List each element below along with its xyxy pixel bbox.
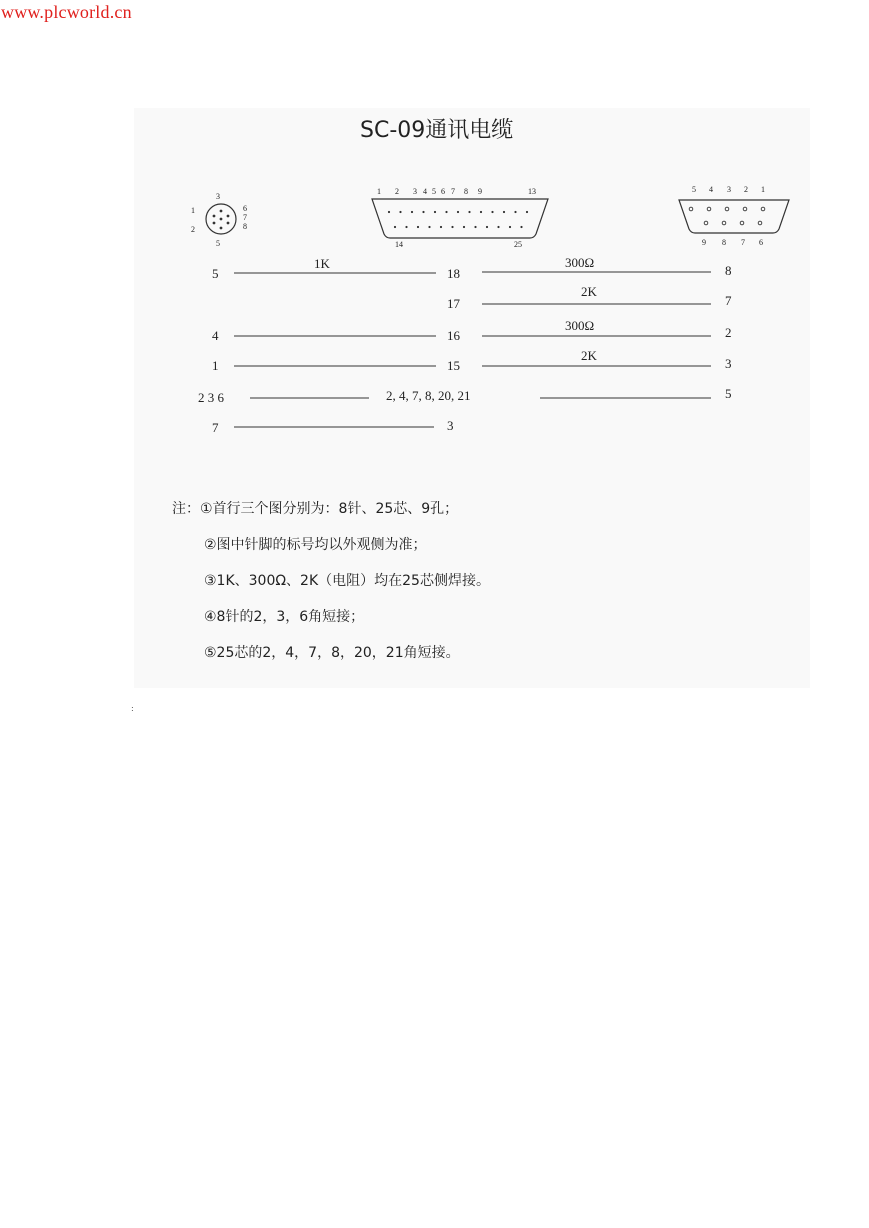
din8-pin-dot [220,218,223,221]
din8-pin-label: 3 [216,192,220,201]
din8-pin-label: 6 [243,204,247,213]
resistor-label: 1K [314,256,330,271]
db25-pin-dot [480,211,482,213]
db9-pin-dot [725,207,729,211]
watermark-url[interactable]: www.plcworld.cn [1,2,132,22]
db25-pin-dot [457,211,459,213]
resistor-label: 300Ω [565,255,595,270]
db9-pin-label: 3 [727,185,731,194]
wire-pin-label: 15 [447,358,460,373]
cable-diagram [134,108,810,688]
note-2: ②图中针脚的标号均以外观侧为准； [204,537,427,553]
wire-pin-label: 16 [447,328,460,343]
din8-pin-dot [227,215,230,218]
db25-pin-label: 9 [478,187,482,196]
db9-pin-label: 1 [761,185,765,194]
wire-pin-label: 5 [725,386,732,401]
db25-pin-label: 7 [451,187,455,196]
db9-pin-dot [689,207,693,211]
db25-pin-dot [388,211,390,213]
diagram-title: SC-09通讯电缆 [360,118,514,143]
din8-pin-label: 7 [243,213,247,222]
db25-pin-dot [434,211,436,213]
db9-pin-label: 7 [741,238,745,247]
note-4: ④8针的2，3，6角短接； [204,609,365,625]
db25-pin-dot [474,226,476,228]
db25-pin-dot [520,226,522,228]
db25-pin-dot [428,226,430,228]
resistor-label: 300Ω [565,318,595,333]
note-5: ⑤25芯的2，4，7，8，20，21角短接。 [204,645,460,661]
din8-pin-label: 5 [216,239,220,248]
wire-pin-label: 17 [447,296,460,311]
db25-pin-label: 6 [441,187,445,196]
db9-pin-label: 4 [709,185,713,194]
db9-pin-label: 2 [744,185,748,194]
wiring-left [212,256,461,435]
din8-pin-label: 1 [191,206,195,215]
db25-pin-label: 14 [395,240,403,249]
db25-pin-dot [486,226,488,228]
db25-pin-dot [509,226,511,228]
db25-pin-dot [526,211,528,213]
db9-pin-label: 8 [722,238,726,247]
db25-pin-dot [491,211,493,213]
db25-pin-dot [503,211,505,213]
din8-pin-dot [220,227,223,230]
db9-pin-dot [761,207,765,211]
db9-pin-dot [704,221,708,225]
din8-pin-dot [213,215,216,218]
db9-connector [679,185,789,247]
wire-pin-label: 1 [212,358,219,373]
cable-diagram-panel [134,108,810,688]
db25-pin-dots [388,211,528,228]
wire-pin-label: 3 [447,418,454,433]
resistor-label: 2K [581,284,597,299]
note-3: ③1K、300Ω、2K（电阻）均在25芯侧焊接。 [204,573,490,589]
wiring-common [198,386,732,405]
db25-pin-dot [417,226,419,228]
db25-pin-dot [445,211,447,213]
db25-shell [372,199,548,238]
db25-pin-dot [422,211,424,213]
resistor-label: 2K [581,348,597,363]
db9-pin-dot [743,207,747,211]
shorted-pins-label: 2 3 6 [198,390,224,405]
db25-pin-label: 2 [395,187,399,196]
db25-pin-dot [399,211,401,213]
stray-mark: : [131,704,134,713]
din8-pin-dot [220,210,223,213]
din8-pin-dot [227,222,230,225]
db25-pin-dot [451,226,453,228]
db25-pin-dot [440,226,442,228]
db9-pin-label: 5 [692,185,696,194]
db9-pin-label: 9 [702,238,706,247]
db25-pin-dot [463,226,465,228]
wire-pin-label: 7 [725,293,732,308]
note-1: 注：①首行三个图分别为：8针、25芯、9孔； [172,501,459,517]
db9-pin-dots [689,207,765,225]
wire-pin-label: 8 [725,263,732,278]
db25-pin-label: 25 [514,240,522,249]
db25-pin-dot [497,226,499,228]
db9-shell [679,200,789,233]
db25-pin-label: 1 [377,187,381,196]
db9-pin-dot [758,221,762,225]
din8-pin-label: 2 [191,225,195,234]
db25-pin-dot [514,211,516,213]
db25-pin-dot [394,226,396,228]
wire-pin-label: 4 [212,328,219,343]
shorted-pins-label: 2, 4, 7, 8, 20, 21 [386,388,471,403]
wiring-right [482,255,732,371]
db25-pin-dot [411,211,413,213]
din8-pin-dot [213,222,216,225]
wire-pin-label: 5 [212,266,219,281]
db9-pin-label: 6 [759,238,763,247]
wire-pin-label: 2 [725,325,732,340]
din8-pin-label: 8 [243,222,247,231]
wire-pin-label: 18 [447,266,460,281]
db25-pin-label: 5 [432,187,436,196]
db25-pin-label: 3 [413,187,417,196]
db25-pin-label: 4 [423,187,427,196]
din8-connector [191,192,247,248]
db9-pin-dot [740,221,744,225]
db9-pin-dot [722,221,726,225]
db9-pin-dot [707,207,711,211]
db25-pin-dot [468,211,470,213]
db25-pin-dot [405,226,407,228]
wire-pin-label: 3 [725,356,732,371]
wire-pin-label: 7 [212,420,219,435]
db25-pin-label: 8 [464,187,468,196]
notes [172,500,490,661]
db25-connector [372,187,548,249]
db25-pin-label: 13 [528,187,536,196]
